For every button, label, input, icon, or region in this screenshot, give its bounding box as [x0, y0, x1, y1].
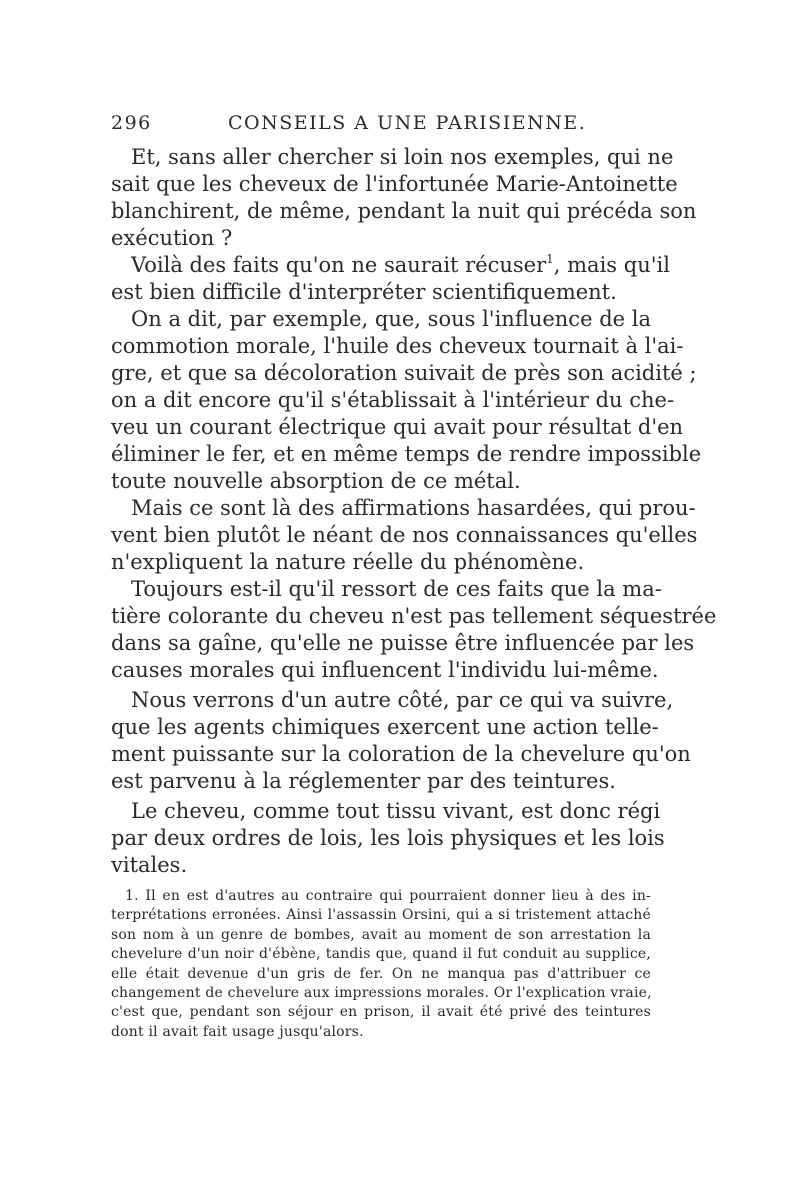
text-line: tière colorante du cheveu n'est pas tellement séquestrée — [111, 604, 717, 628]
text-line: causes morales qui influencent l'individu lui-même. — [111, 658, 659, 682]
footnote-marker: 1 — [546, 252, 554, 266]
text-line: exécution ? — [111, 226, 233, 250]
text-fragment: , mais qu'il — [553, 253, 670, 277]
text-line: vitales. — [111, 853, 188, 877]
running-title: CONSEILS A UNE PARISIENNE. — [228, 112, 587, 134]
text-line: commotion morale, l'huile des cheveux tournait à l'ai- — [111, 334, 684, 358]
footnote-line: c'est que, pendant son séjour en prison, il avait été privé des teintures — [111, 1004, 651, 1021]
footnote — [111, 887, 651, 1042]
text-line-with-footnote — [111, 252, 670, 279]
text-line: on a dit encore qu'il s'établissait à l'intérieur du che- — [111, 388, 675, 412]
footnote-line: 1. Il en est d'autres au contraire qui pourraient donner lieu à des in- — [125, 888, 651, 904]
text-line: Le cheveu, comme tout tissu vivant, est donc régi — [131, 799, 661, 823]
text-line: On a dit, par exemple, que, sous l'influence de la — [131, 307, 651, 331]
text-line: est parvenu à la réglementer par des teintures. — [111, 769, 616, 793]
text-line: Toujours est-il qu'il ressort de ces faits que la ma- — [131, 577, 662, 601]
text-line: que les agents chimiques exercent une action telle- — [111, 715, 659, 739]
footnote-line: changement de chevelure aux impressions morales. Or l'explication vraie, — [111, 984, 652, 1001]
footnote-line: terprétations erronées. Ainsi l'assassin Orsini, qui a si tristement attaché — [111, 907, 651, 924]
text-line: est bien difficile d'interpréter scientifiquement. — [111, 280, 617, 304]
text-line: Et, sans aller chercher si loin nos exemples, qui ne — [131, 145, 674, 169]
text-line: vent bien plutôt le néant de nos connaissances qu'elles — [111, 523, 698, 547]
text-line: ment puissante sur la coloration de la chevelure qu'on — [111, 742, 691, 766]
text-line: n'expliquent la nature réelle du phénomène. — [111, 550, 585, 574]
text-line: Nous verrons d'un autre côté, par ce qui va suivre, — [131, 688, 674, 712]
page-number: 296 — [111, 112, 152, 134]
footnote-line: chevelure d'un noir d'ébène, tandis que, quand il fut conduit au supplice, — [111, 946, 651, 963]
footnote-line: son nom à un genre de bombes, avait au moment de son arrestation la — [111, 926, 651, 943]
text-line: dans sa gaîne, qu'elle ne puisse être influencée par les — [111, 631, 695, 655]
footnote-line: elle était devenue d'un gris de fer. On ne manqua pas d'attribuer ce — [111, 965, 651, 982]
text-line: sait que les cheveux de l'infortunée Marie-Antoinette — [111, 172, 678, 196]
text-line: veu un courant électrique qui avait pour résultat d'en — [111, 415, 684, 439]
text-line: par deux ordres de lois, les lois physiques et les lois — [111, 826, 665, 850]
text-line: blanchirent, de même, pendant la nuit qui précéda son — [111, 199, 697, 223]
text-line: Mais ce sont là des affirmations hasardées, qui prou- — [131, 496, 696, 520]
footnote-line: dont il avait fait usage jusqu'alors. — [111, 1023, 364, 1040]
text-line: gre, et que sa décoloration suivait de près son acidité ; — [111, 361, 697, 385]
text-fragment: Voilà des faits qu'on ne saurait récuser — [131, 253, 547, 277]
running-header — [111, 112, 651, 136]
text-line: toute nouvelle absorption de ce métal. — [111, 469, 521, 493]
text-line: éliminer le fer, et en même temps de rendre impossible — [111, 442, 702, 466]
body-text — [111, 144, 717, 879]
